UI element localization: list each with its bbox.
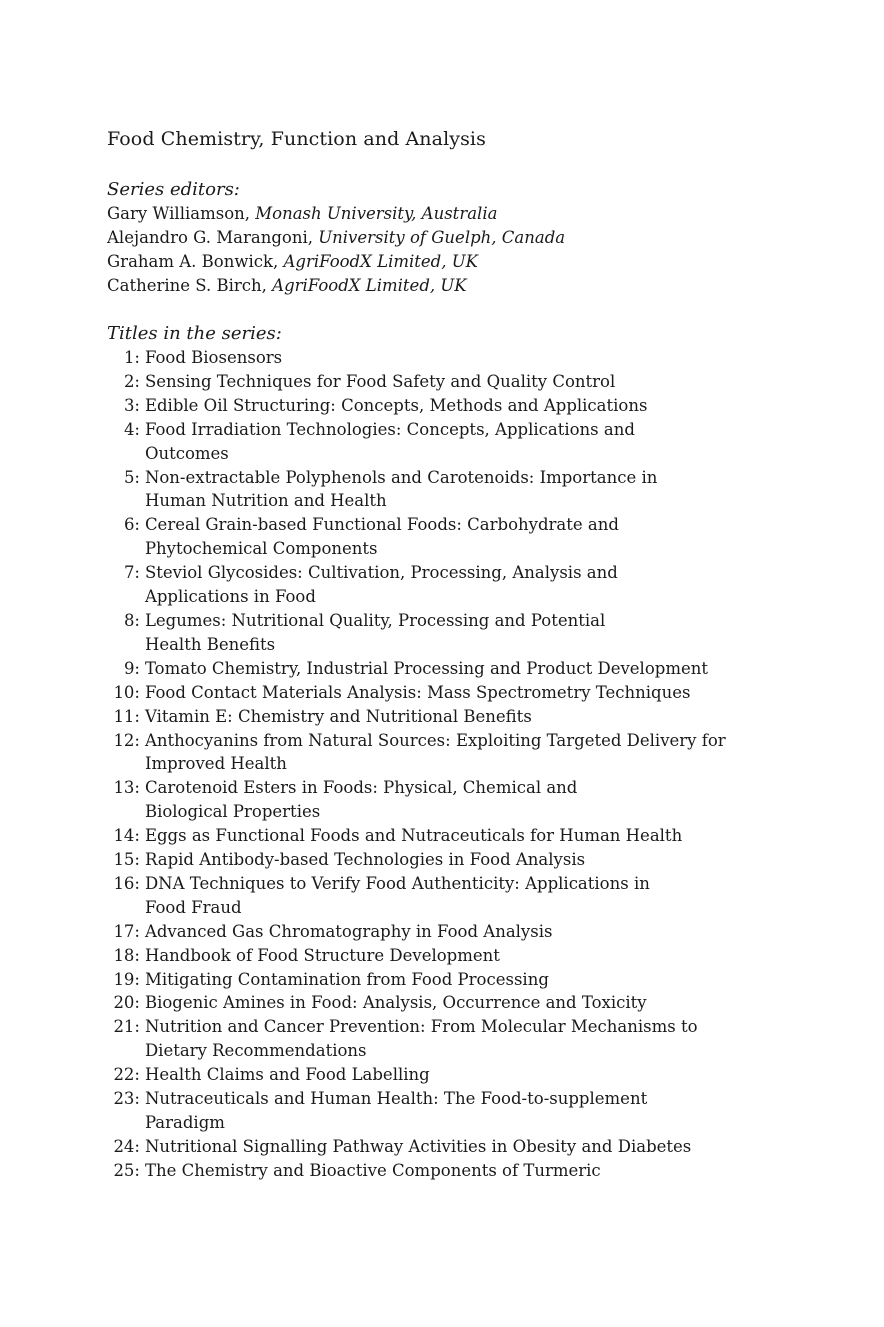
title-number: 8: <box>123 610 140 630</box>
title-list-item <box>107 513 807 561</box>
title-text-line: Health Benefits <box>144 634 276 654</box>
title-text <box>140 848 765 872</box>
title-number: 9: <box>123 658 140 678</box>
title-text-line: Human Nutrition and Health <box>144 491 387 511</box>
title-text-line: Paradigm <box>144 1113 225 1132</box>
title-text <box>140 872 765 920</box>
title-text-line: Steviol Glycosides: Cultivation, Processing, Analysis and <box>144 563 618 583</box>
title-text-line: Outcomes <box>144 443 229 463</box>
title-text <box>140 1015 765 1063</box>
title-list-item <box>107 1135 807 1159</box>
title-text <box>140 729 765 777</box>
title-text <box>140 513 765 561</box>
title-text <box>140 1063 765 1087</box>
title-text-line: Handbook of Food Structure Development <box>144 945 500 965</box>
title-text <box>140 394 765 418</box>
title-text-line: Tomato Chemistry, Industrial Processing and Product Development <box>144 658 708 678</box>
title-text-line: Nutritional Signalling Pathway Activities in Obesity and Diabetes <box>144 1136 692 1156</box>
title-text-line: Non-extractable Polyphenols and Carotenoids: Importance in <box>144 467 658 487</box>
title-list-item <box>107 705 807 729</box>
title-text <box>140 776 765 824</box>
title-list-item <box>107 1015 807 1063</box>
title-text-line: Eggs as Functional Foods and Nutraceuticals for Human Health <box>144 826 683 846</box>
title-list-item <box>107 466 807 514</box>
title-number: 22: <box>113 1065 140 1085</box>
titles-section <box>107 322 807 1183</box>
title-number: 4: <box>123 419 140 439</box>
title-number: 15: <box>113 850 140 870</box>
title-number: 7: <box>123 563 140 583</box>
editor-name: Gary Williamson, <box>107 204 251 223</box>
title-list-item <box>107 920 807 944</box>
title-text-line: Food Contact Materials Analysis: Mass Spectrometry Techniques <box>144 682 691 702</box>
title-list-item <box>107 872 807 920</box>
editor-affiliation: AgriFoodX Limited, UK <box>272 276 467 295</box>
title-text <box>140 561 765 609</box>
title-text <box>140 944 765 968</box>
title-list-item <box>107 1159 807 1183</box>
titles-heading: Titles in the series: <box>107 323 282 344</box>
title-text <box>140 920 765 944</box>
title-text-line: Phytochemical Components <box>144 539 378 559</box>
title-text <box>140 1159 765 1183</box>
title-list-item <box>107 657 807 681</box>
title-text <box>140 418 765 466</box>
editor-affiliation: University of Guelph, Canada <box>318 228 566 247</box>
title-number: 3: <box>123 395 140 415</box>
title-text <box>140 705 765 729</box>
title-number: 18: <box>113 945 140 965</box>
title-number: 25: <box>113 1160 140 1180</box>
title-text-line: Applications in Food <box>144 587 316 607</box>
title-list-item <box>107 1087 807 1135</box>
title-number: 21: <box>113 1017 140 1037</box>
editor-affiliation: AgriFoodX Limited, UK <box>283 252 478 271</box>
title-number: 6: <box>123 515 140 535</box>
title-text-line: Advanced Gas Chromatography in Food Analysis <box>144 921 553 941</box>
title-number: 19: <box>113 969 140 989</box>
editor-entry <box>107 250 807 274</box>
title-text-line: Vitamin E: Chemistry and Nutritional Benefits <box>144 706 532 726</box>
title-text <box>140 346 765 370</box>
title-text-line: Carotenoid Esters in Foods: Physical, Chemical and <box>144 778 578 798</box>
title-number: 14: <box>113 826 140 846</box>
title-list-item <box>107 394 807 418</box>
editor-name: Alejandro G. Marangoni, <box>107 228 313 247</box>
title-text-line: Mitigating Contamination from Food Processing <box>144 969 549 989</box>
title-number: 1: <box>123 348 140 367</box>
title-text-line: Improved Health <box>144 754 287 774</box>
title-list-item <box>107 848 807 872</box>
title-text-line: Legumes: Nutritional Quality, Processing and Potential <box>144 610 606 630</box>
title-number: 17: <box>113 921 140 941</box>
title-list-item <box>107 346 807 370</box>
title-list-item <box>107 824 807 848</box>
editor-affiliation: Monash University, Australia <box>255 204 498 223</box>
title-text <box>140 657 765 681</box>
title-text-line: DNA Techniques to Verify Food Authenticity: Applications in <box>144 873 650 893</box>
title-number: 20: <box>113 993 140 1013</box>
title-text <box>140 824 765 848</box>
title-text <box>140 1135 765 1159</box>
title-list-item <box>107 418 807 466</box>
editor-entry <box>107 226 807 250</box>
editor-list <box>107 202 807 298</box>
title-list-item <box>107 681 807 705</box>
title-text <box>140 609 765 657</box>
title-number: 11: <box>113 706 140 726</box>
title-list-item <box>107 776 807 824</box>
title-list-item <box>107 944 807 968</box>
title-text-line: Nutrition and Cancer Prevention: From Molecular Mechanisms to <box>144 1017 698 1037</box>
editor-entry <box>107 274 807 298</box>
series-editors-heading: Series editors: <box>107 179 240 200</box>
title-list-item <box>107 609 807 657</box>
title-text-line: Food Biosensors <box>144 348 283 367</box>
title-list-item <box>107 1063 807 1087</box>
editor-name: Graham A. Bonwick, <box>107 252 279 271</box>
title-number: 24: <box>113 1136 140 1156</box>
title-text-line: Biogenic Amines in Food: Analysis, Occurrence and Toxicity <box>144 993 647 1013</box>
title-text-line: Food Irradiation Technologies: Concepts, Applications and <box>144 419 635 439</box>
page-content <box>107 126 807 1183</box>
title-list-item <box>107 370 807 394</box>
title-text-line: Cereal Grain-based Functional Foods: Carbohydrate and <box>144 515 619 535</box>
title-text-line: Biological Properties <box>144 802 321 822</box>
title-list-item <box>107 968 807 992</box>
title-text-line: Rapid Antibody-based Technologies in Food Analysis <box>144 850 586 870</box>
series-title: Food Chemistry, Function and Analysis <box>107 128 486 150</box>
title-list <box>107 346 807 1183</box>
title-text-line: Sensing Techniques for Food Safety and Quality Control <box>144 371 616 391</box>
title-number: 23: <box>113 1089 140 1109</box>
title-number: 2: <box>123 371 140 391</box>
title-text-line: Dietary Recommendations <box>144 1041 367 1061</box>
title-text <box>140 370 765 394</box>
editor-name: Catherine S. Birch, <box>107 276 267 295</box>
title-text-line: Edible Oil Structuring: Concepts, Methods and Applications <box>144 395 648 415</box>
series-editors-section <box>107 178 807 298</box>
title-text-line: The Chemistry and Bioactive Components of Turmeric <box>144 1160 601 1180</box>
title-text <box>140 681 765 705</box>
editor-entry <box>107 202 807 226</box>
title-list-item <box>107 561 807 609</box>
title-number: 13: <box>113 778 140 798</box>
title-number: 12: <box>113 730 140 750</box>
title-number: 5: <box>123 467 140 487</box>
title-text-line: Health Claims and Food Labelling <box>144 1065 430 1085</box>
title-text <box>140 991 765 1015</box>
title-text <box>140 1087 765 1135</box>
title-text-line: Food Fraud <box>144 897 242 917</box>
title-list-item <box>107 729 807 777</box>
title-text-line: Anthocyanins from Natural Sources: Exploiting Targeted Delivery for <box>144 730 726 750</box>
title-list-item <box>107 991 807 1015</box>
title-text <box>140 466 765 514</box>
title-number: 16: <box>113 873 140 893</box>
title-number: 10: <box>113 682 140 702</box>
title-text-line: Nutraceuticals and Human Health: The Food-to-supplement <box>144 1089 648 1109</box>
title-text <box>140 968 765 992</box>
